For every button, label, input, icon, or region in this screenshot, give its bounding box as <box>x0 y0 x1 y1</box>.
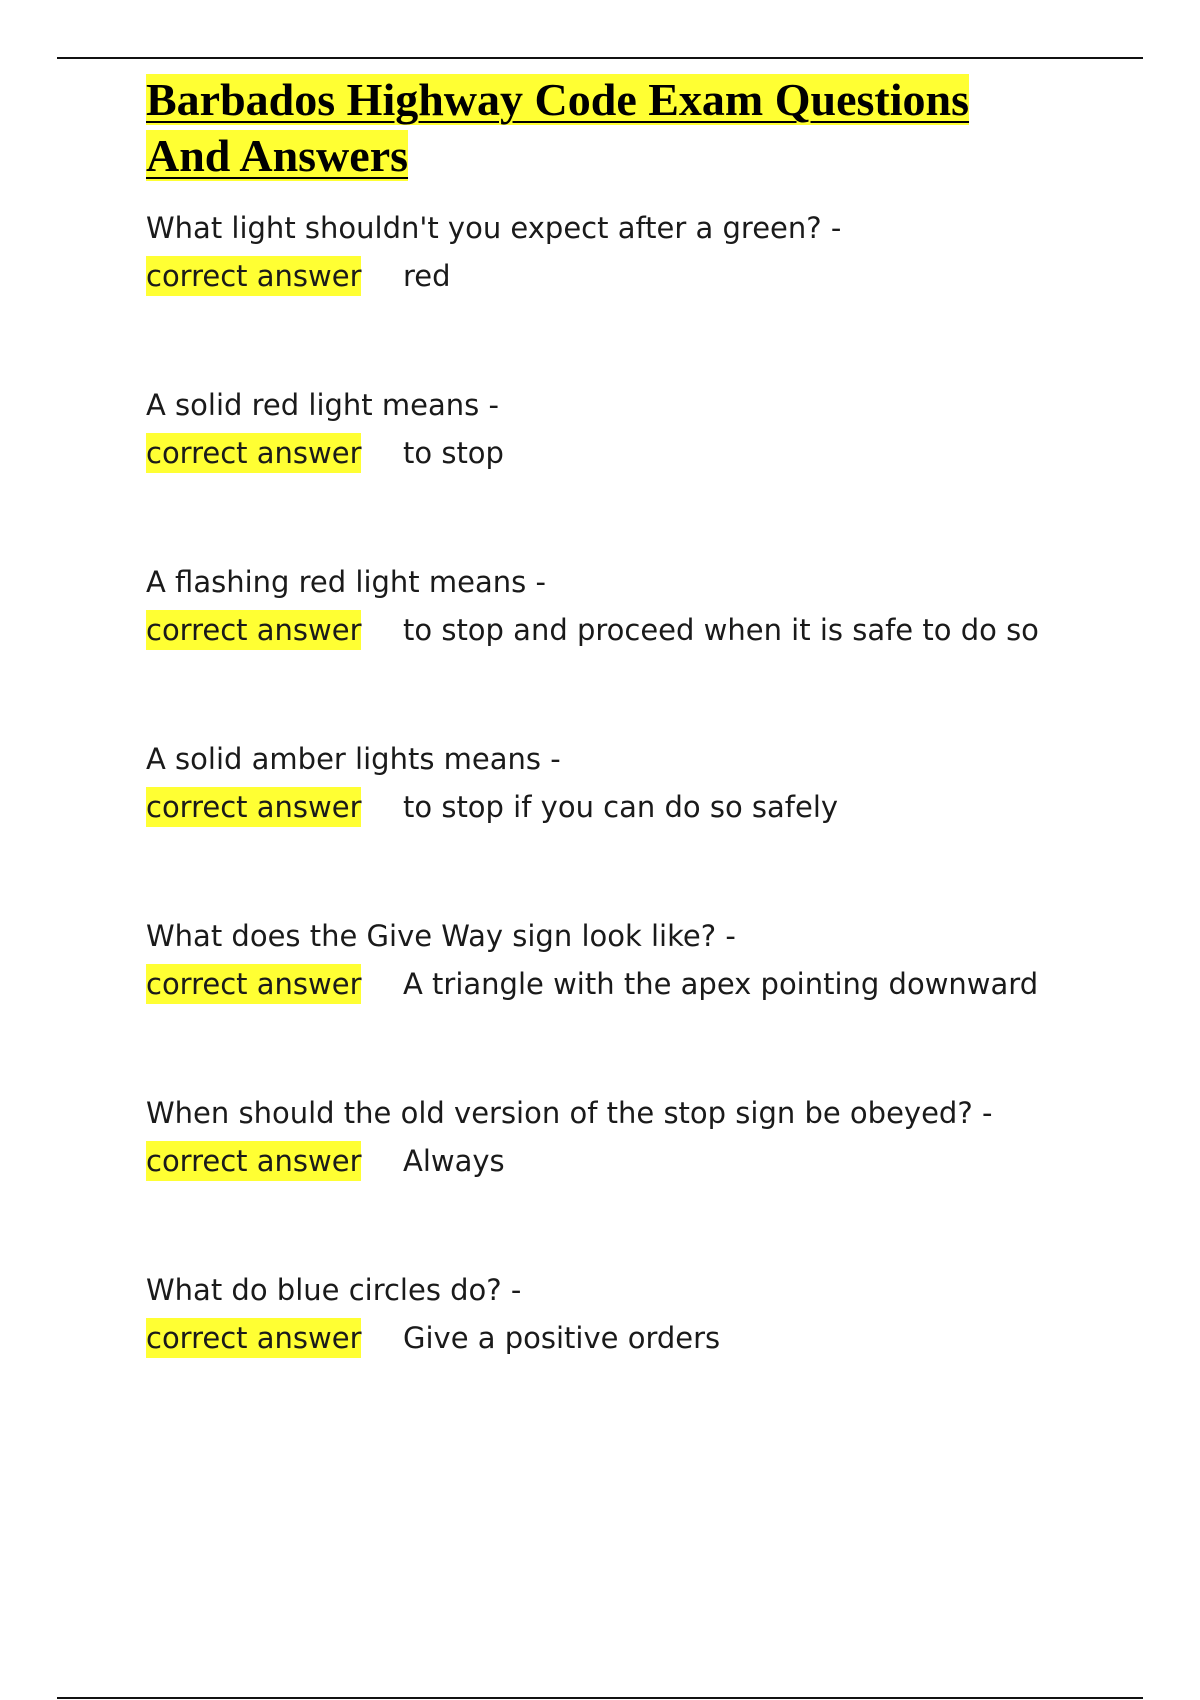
qa-item <box>146 204 1076 381</box>
qa-item <box>146 735 1076 912</box>
correct-answer-label: correct answer <box>146 1318 361 1358</box>
correct-answer-label: correct answer <box>146 1141 361 1181</box>
answer-row <box>146 606 1076 654</box>
qa-item <box>146 1266 1076 1443</box>
qa-list <box>146 204 1076 1443</box>
answer-text: to stop <box>403 436 504 470</box>
question-text: A solid amber lights means - <box>146 742 561 776</box>
answer-row <box>146 1137 1076 1185</box>
correct-answer-label: correct answer <box>146 433 361 473</box>
question-text: What does the Give Way sign look like? - <box>146 919 736 953</box>
top-rule <box>57 57 1143 59</box>
answer-row <box>146 1314 1076 1362</box>
correct-answer-label: correct answer <box>146 256 361 296</box>
title-line-2: And Answers <box>146 130 409 181</box>
answer-text: red <box>403 259 451 293</box>
qa-item <box>146 912 1076 1089</box>
bottom-rule <box>57 1697 1143 1699</box>
answer-text: to stop if you can do so safely <box>403 790 839 824</box>
answer-row <box>146 252 1076 300</box>
document-body <box>146 72 1076 1443</box>
question-text: A flashing red light means - <box>146 565 546 599</box>
answer-row <box>146 783 1076 831</box>
qa-item <box>146 381 1076 558</box>
answer-text: Always <box>403 1144 505 1178</box>
title-line-1: Barbados Highway Code Exam Questions <box>146 74 970 125</box>
answer-text: A triangle with the apex pointing downward <box>403 967 1039 1001</box>
answer-row <box>146 429 1076 477</box>
document-title <box>146 72 1076 184</box>
correct-answer-label: correct answer <box>146 787 361 827</box>
correct-answer-label: correct answer <box>146 610 361 650</box>
question-text: What light shouldn't you expect after a green? - <box>146 211 842 245</box>
qa-item <box>146 1089 1076 1266</box>
question-text: A solid red light means - <box>146 388 499 422</box>
answer-text: to stop and proceed when it is safe to do so <box>403 613 1039 647</box>
question-text: What do blue circles do? - <box>146 1273 522 1307</box>
question-text: When should the old version of the stop sign be obeyed? - <box>146 1096 993 1130</box>
qa-item <box>146 558 1076 735</box>
answer-row <box>146 960 1076 1008</box>
correct-answer-label: correct answer <box>146 964 361 1004</box>
answer-text: Give a positive orders <box>403 1321 721 1355</box>
